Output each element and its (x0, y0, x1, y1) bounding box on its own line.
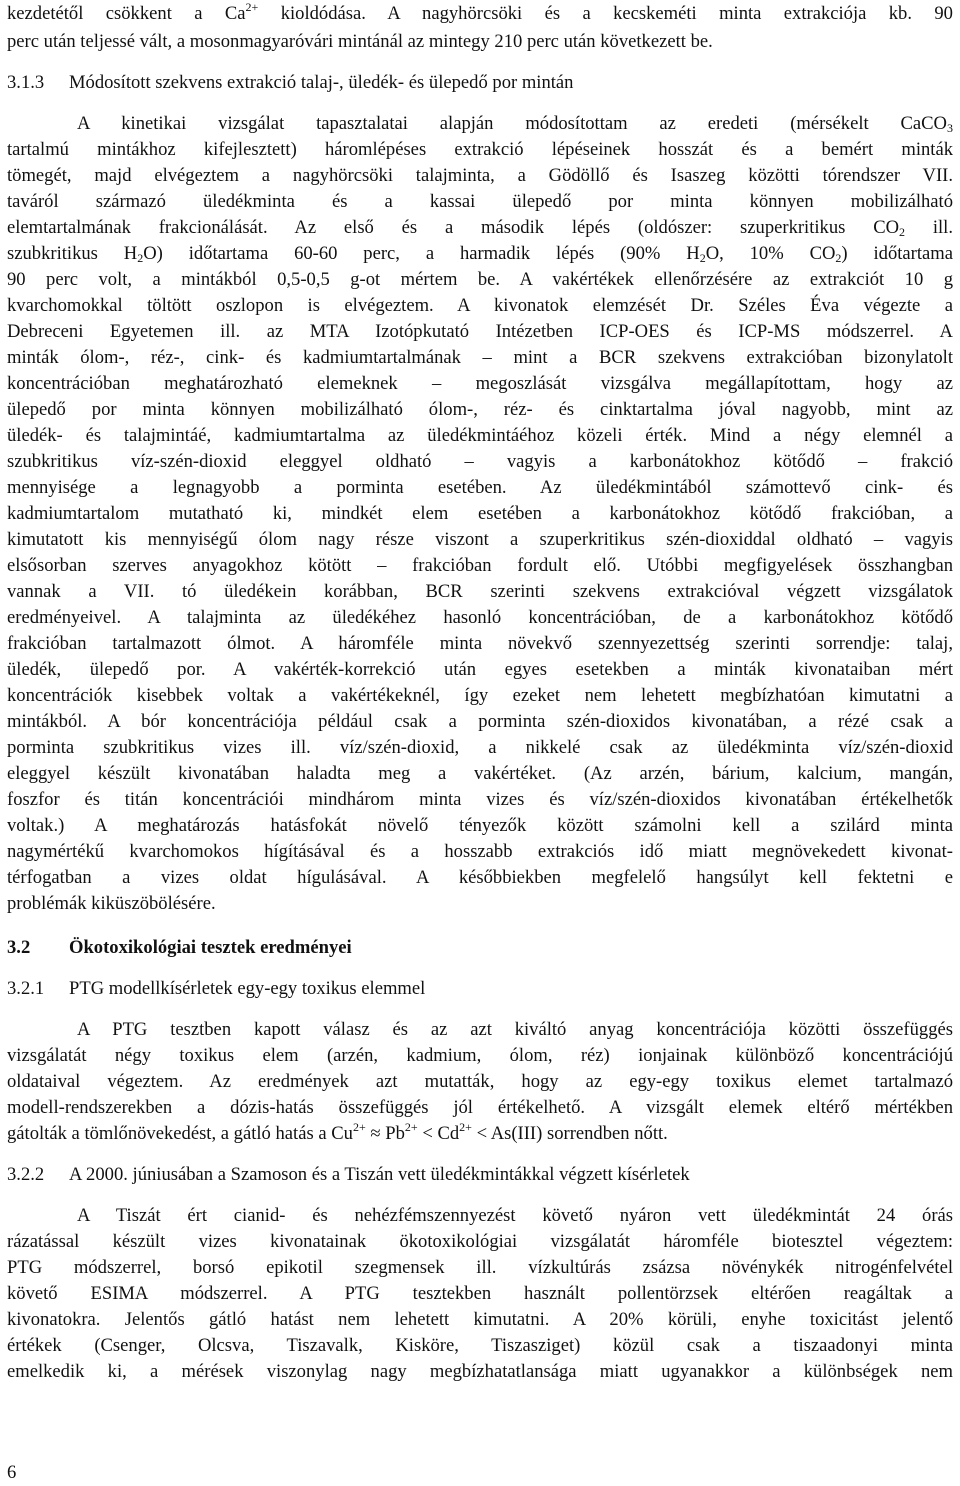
section-number: 3.1.3 (7, 72, 45, 93)
text-line: ülepedő por minta könnyen mobilizálható ólom-, réz- és cinktartalma jóval nagyobb, mint az (7, 399, 953, 420)
text-line: oldataival végeztem. Az eredmények azt mutatták, hogy az egy-egy toxikus elemet tartalmazó (7, 1071, 953, 1092)
text-line: frakcióban tartalmazott ólmot. A háromféle minta növekvő szennyezettség szerinti sorrendje: talaj, (7, 633, 953, 654)
section-heading-3-2-2 (7, 1163, 690, 1187)
text-line: A PTG tesztben kapott válasz és az azt kiváltó anyag koncentrációja közötti összefüggés (77, 1019, 953, 1040)
text-line: voltak.) A meghatározás hatásfokát növelő tényezők között számolni kell a szilárd minta (7, 815, 953, 836)
section-heading-3-2 (7, 936, 352, 960)
text-line: kezdetétől csökkent a $Ca^{2+}$ kioldódása. A nagyhörcsöki és a kecskeméti minta extrakciója kb. 90 (7, 0, 953, 24)
section-number: 3.2.2 (7, 1164, 45, 1185)
text-line: tartalmú mintákhoz kifejlesztett) háromlépéses extrakció lépéseinek hosszát és a bemért minták (7, 139, 953, 160)
text-line: tömegét, majd elvégeztem a nagyhörcsöki talajminta, a Gödöllő és Isaszeg közötti tórendszer VII. (7, 165, 953, 186)
text-line: 90 perc volt, a mintákból 0,5-0,5 g-ot mértem be. A vakértékek ellenőrzésére az extrakciót 10 g (7, 269, 953, 290)
text-line: eleggyel készült kivonatában haladta meg a vakértéket. (Az arzén, bárium, kalcium, mangán, (7, 763, 953, 784)
text-line: szubkritikus víz-szén-dioxid eleggyel oldható – vagyis a karbonátokhoz kötődő – frakció (7, 451, 953, 472)
text-line: kimutatott kis mennyiségű ólom nagy része viszont a szuperkritikus szén-dioxiddal oldható – vagyis (7, 529, 953, 550)
text-line: kivonatokra. Jelentős gátló hatást nem lehetett kimutatni. A 20% körüli, enyhe toxicitást jelentő (7, 1309, 953, 1330)
text-line: gátolták a tömlőnövekedést, a gátló hatás a $Cu^{2+} \approx Pb^{2+} < Cd^{2+} < As(III)$ sorrendben nőtt. (7, 1120, 668, 1144)
text-line: foszfor és titán koncentrációi mindhárom minta vizes és víz/szén-dioxidos kivonatában értékelhetők (7, 789, 953, 810)
text-line: perc után teljessé vált, a mosonmagyaróvári mintánál az mintegy 210 perc után következett be. (7, 31, 713, 52)
page-number: 6 (7, 1462, 17, 1483)
text-line: kvarchomokkal töltött oszlopon is elvégeztem. A kivonatok elemzését Dr. Széles Éva végezte a (7, 295, 953, 316)
text-line: üledék- és talajmintáé, kadmiumtartalma az üledékmintáéhoz közeli érték. Mind a négy elemnél a (7, 425, 953, 446)
text-line: nagymértékű kvarchomokos hígításával és a hosszabb extrakciós idő miatt megnövekedett kivonat- (7, 841, 953, 862)
section-title: PTG modellkísérletek egy-egy toxikus elemmel (69, 978, 426, 999)
text-line: PTG módszerrel, borsó epikotil szegmensek ill. vízkultúrás zsázsa növénykék nitrogénfelvétel (7, 1257, 953, 1278)
text-line: mennyisége a legnagyobb a porminta esetében. Az üledékmintából számottevő cink- és (7, 477, 953, 498)
text-line: koncentrációban meghatározható elemeknek – megoszlását vizsgálva megállapítottam, hogy az (7, 373, 953, 394)
text-line: vizsgálatát négy toxikus elem (arzén, kadmium, ólom, réz) ionjainak különböző koncentrációjú (7, 1045, 953, 1066)
text-line: rázatással készült vizes kivonatainak ökotoxikológiai vizsgálatát háromféle biotesztel végeztem: (7, 1231, 953, 1252)
text-line: A kinetikai vizsgálat tapasztalatai alapján módosítottam az eredeti (mérsékelt CaCO$_3$ (77, 113, 953, 135)
section-number: 3.2 (7, 937, 31, 958)
text-line: térfogatban a vizes oldat hígulásával. A későbbiekben megfelelő hangsúlyt kell fektetni e (7, 867, 953, 888)
section-heading-3-1-3 (7, 71, 573, 95)
text-line: porminta szubkritikus vizes ill. víz/szén-dioxid, a nikkelé csak az üledékminta víz/szén-dioxid (7, 737, 953, 758)
text-line: értékek (Csenger, Olcsva, Tiszavalk, Kisköre, Tiszasziget) közül csak a tiszaadonyi minta (7, 1335, 953, 1356)
text-line: elemtartalmának frakcionálását. Az első és a második lépés (oldószer: szuperkritikus $CO_2$ ill. (7, 217, 953, 239)
section-title: A 2000. júniusában a Szamoson és a Tiszán vett üledékmintákkal végzett kísérletek (69, 1164, 690, 1185)
section-title: Ökotoxikológiai tesztek eredményei (69, 937, 352, 958)
text-line: eredményeivel. A talajminta az üledékéhez hasonló koncentrációban, de a karbonátokhoz kötődő (7, 607, 953, 628)
text-line: Debreceni Egyetemen ill. az MTA Izotópkutató Intézetben ICP-OES és ICP-MS módszerrel. A (7, 321, 953, 342)
text-line: emelkedik ki, a mérések viszonylag nagy megbízhatatlansága miatt ugyanakkor a különbségek nem (7, 1361, 953, 1382)
text-line: problémák kiküszöbölésére. (7, 893, 216, 914)
text-line: mintákból. A bór koncentrációja például csak a porminta szén-dioxidos kivonatában, a rézé csak a (7, 711, 953, 732)
section-number: 3.2.1 (7, 978, 45, 999)
text-line: minták ólom-, réz-, cink- és kadmiumtartalmának – mint a BCR szekvens extrakcióban bizonylatolt (7, 347, 953, 368)
text-line: taváról származó üledékminta és a kassai ülepedő por minta könnyen mobilizálható (7, 191, 953, 212)
text-line: vannak a VII. tó üledékein korábban, BCR szerinti szekvens extrakcióval végzett vizsgálatok (7, 581, 953, 602)
text-line: üledék, ülepedő por. A vakérték-korrekció után egyes esetekben a minták kivonataiban mért (7, 659, 953, 680)
text-line: követő ESIMA módszerrel. A PTG tesztekben használt pollentörzsek eltérően reagáltak a (7, 1283, 953, 1304)
superscript: 2+ (245, 0, 259, 14)
text-line: kadmiumtartalom mutatható ki, mindkét elem esetében a karbonátokhoz kötődő frakcióban, a (7, 503, 953, 524)
text-line: modell-rendszerekben a dózis-hatás összefüggés jól értékelhető. A vizsgált elemek eltérő mértékben (7, 1097, 953, 1118)
text-line: koncentrációk kisebbek voltak a vakértékeknél, így ezeket nem lehetett megbízhatóan kimutatni a (7, 685, 953, 706)
text-line: szubkritikus $H_2O$) időtartama 60-60 perc, a harmadik lépés (90% $H_2O$, 10% $CO_2$) időtartama (7, 243, 953, 265)
text-line: A Tiszát ért cianid- és nehézfémszennyezést követő nyáron vett üledékmintát 24 órás (77, 1205, 953, 1226)
section-title: Módosított szekvens extrakció talaj-, üledék- és ülepedő por mintán (69, 72, 574, 93)
section-heading-3-2-1 (7, 977, 425, 1001)
text-line: elsősorban szerves anyagokhoz kötött – frakcióban fordult elő. Utóbbi megfigyelések összhangban (7, 555, 953, 576)
